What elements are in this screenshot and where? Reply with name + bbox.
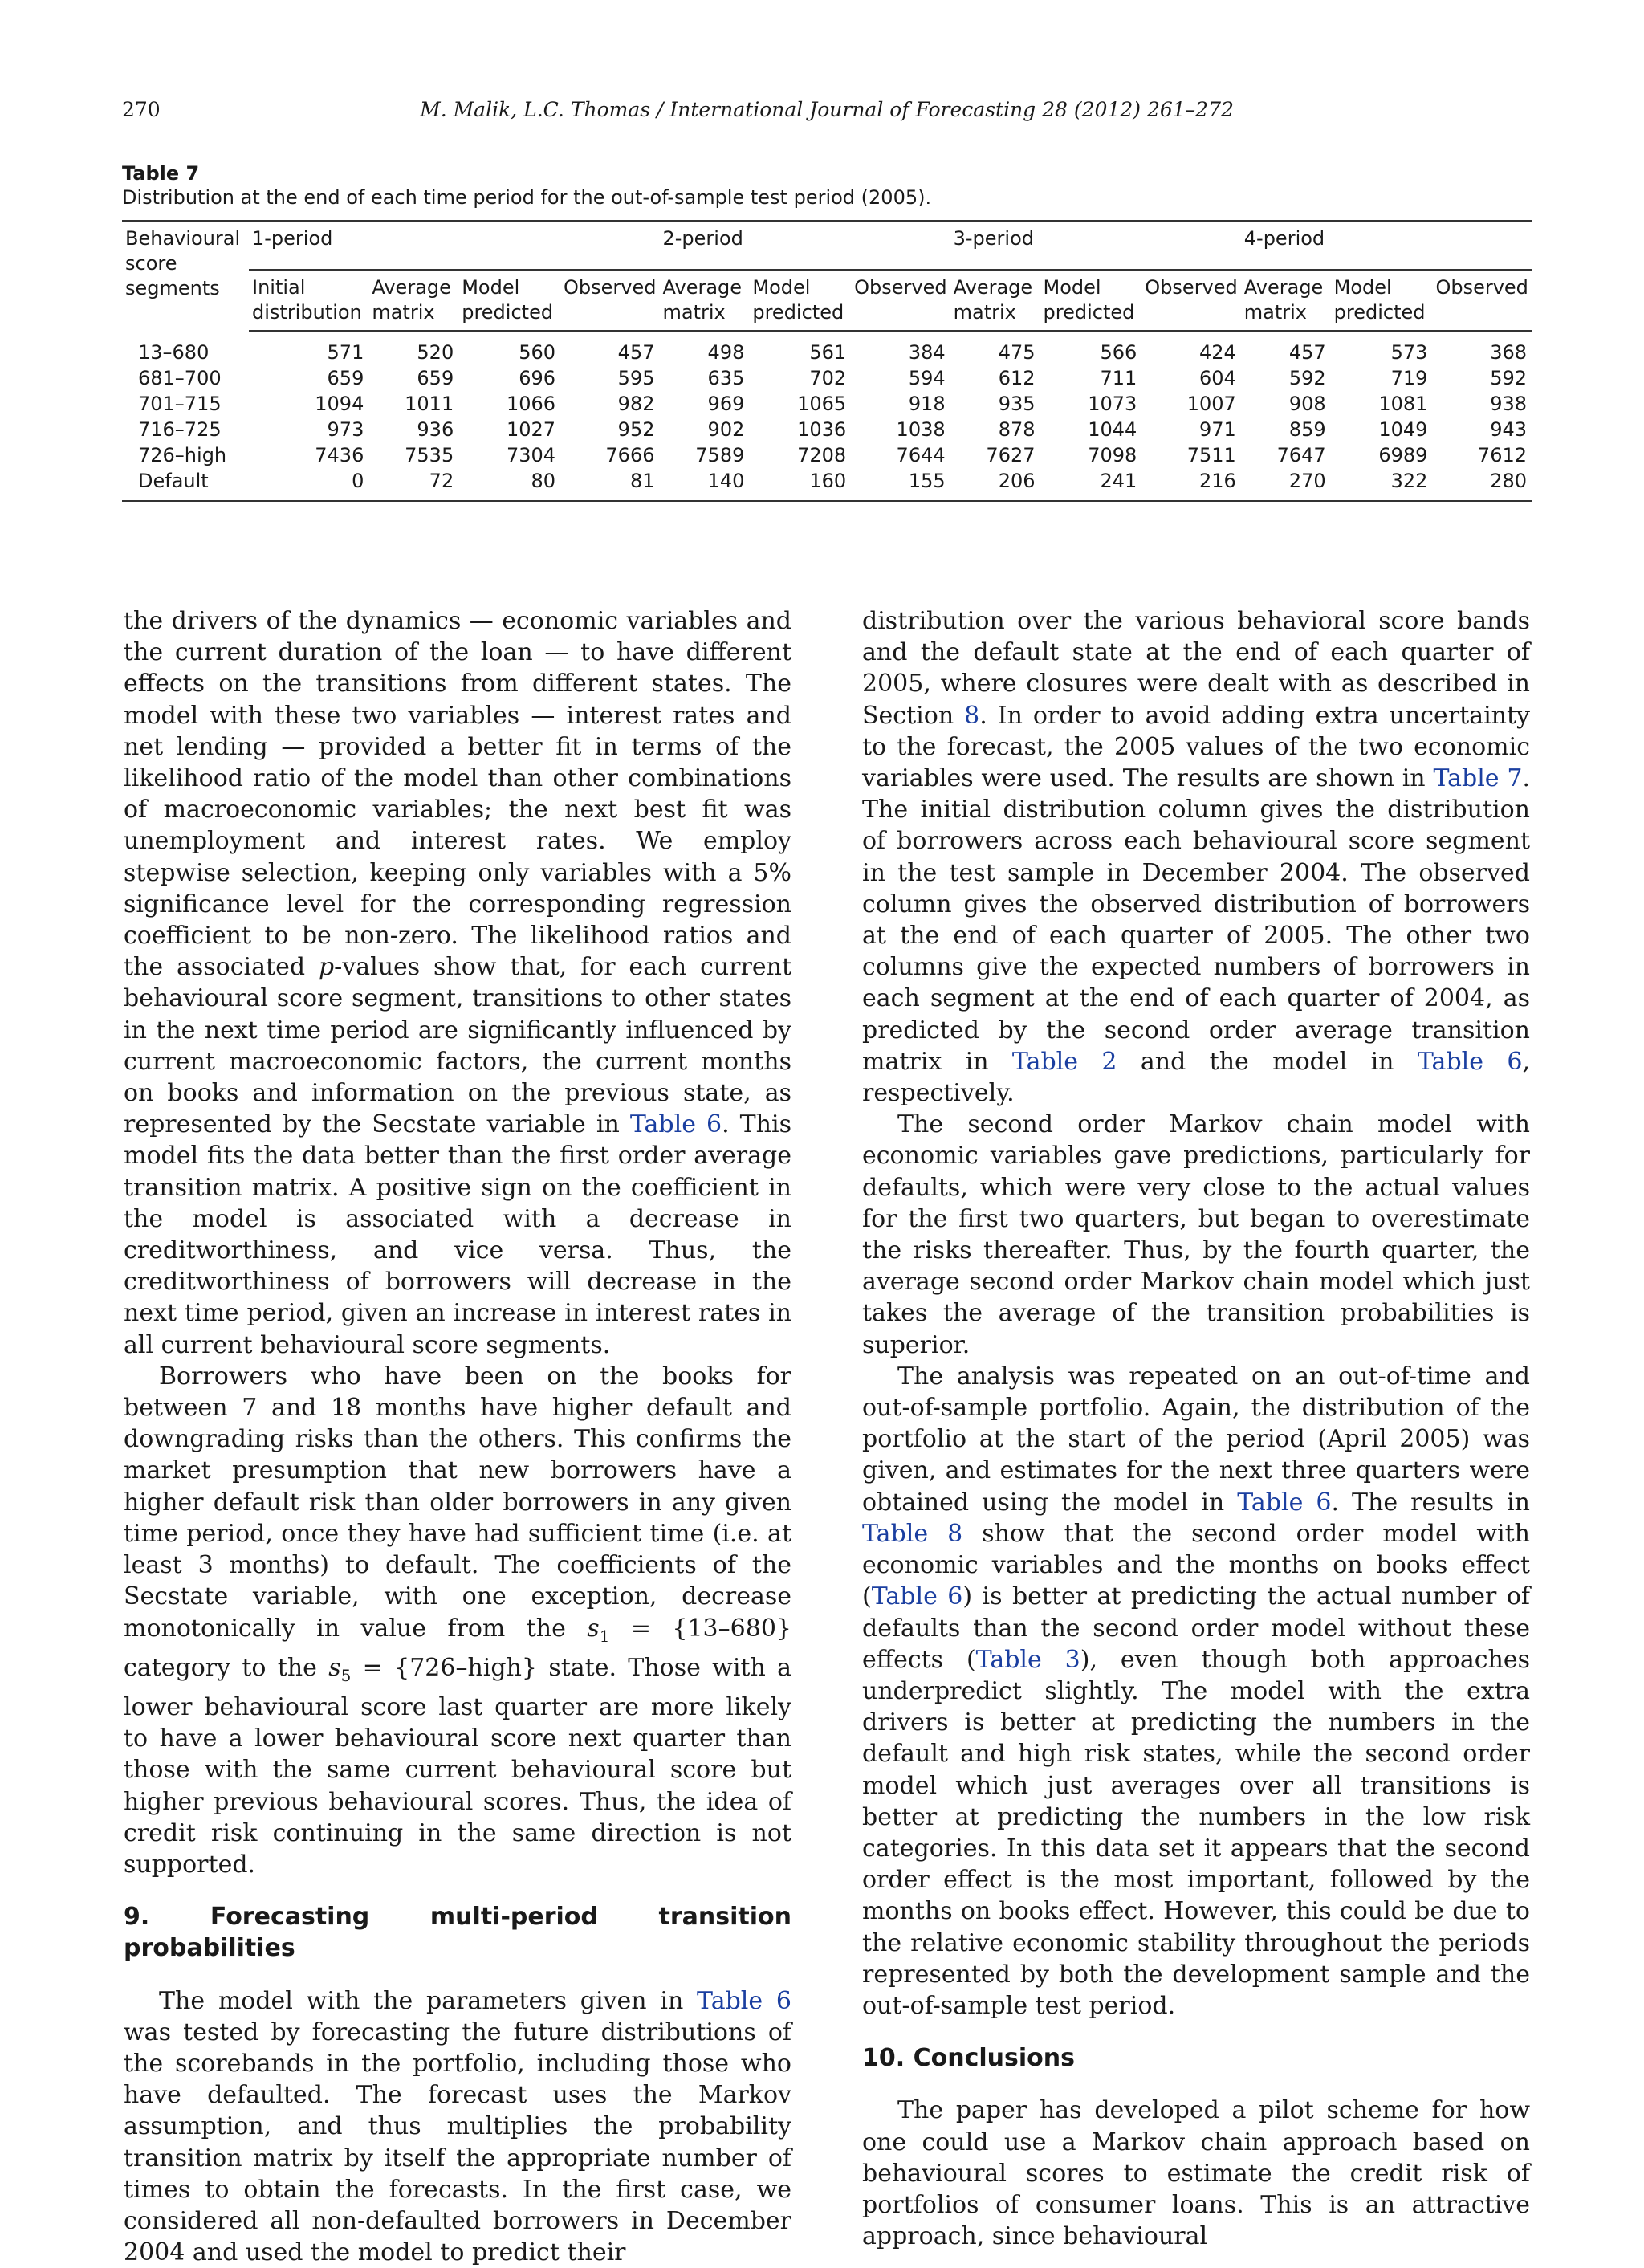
table-cell: 1038	[896, 418, 946, 441]
text-run: . The initial distribution column gives the distribution of borrowers across each behavioural score segment in the test sample in December 2004. The observed column gives the observed distribution of borrowers at the end of each quarter of 2005. The other two columns give the expected numbers of borrowers in each segment at the end of each quarter of 2004, as predicted by the second order average transition matrix in	[862, 764, 1530, 1076]
row-label: 716–725	[138, 418, 222, 441]
row-label: 13–680	[138, 340, 210, 364]
table-6-link[interactable]: Table 6	[1417, 1047, 1523, 1076]
table-cell: 241	[1100, 470, 1137, 492]
table-cell: 561	[809, 341, 847, 364]
section-10-heading: 10. Conclusions	[862, 2044, 1075, 2073]
table-row	[122, 442, 1532, 468]
table-cell: 280	[1490, 470, 1527, 492]
text-run: . The results in	[1331, 1488, 1530, 1517]
table-cell: 573	[1390, 341, 1428, 364]
table-cell: 0	[352, 470, 364, 492]
table-cell: 1065	[797, 393, 847, 415]
table-cell: 7647	[1276, 444, 1326, 466]
table-cell: 908	[1288, 393, 1326, 415]
text-run: The model with the parameters given in	[159, 1986, 698, 2015]
table-cell: 566	[1100, 341, 1137, 364]
table-cell: 696	[519, 367, 556, 389]
table-row	[122, 468, 1532, 501]
table-cell: 424	[1198, 341, 1236, 364]
table-cell: 943	[1490, 418, 1527, 441]
table-body	[122, 331, 1532, 501]
text-run: the drivers of the dynamics — economic variables and the current duration of the loan — to have different effects on the transitions from different states. The model with these two variables — interest rates and net lending — provided a better fit in terms of the likelihood ratio of the model than other combinations of macroeconomic variables; the next best fit was unemployment and interest rates. We employ stepwise selection, keeping only variables with a 5% significance level for the corresponding regression coefficient to be non-zero. The likelihood ratios and the associated	[124, 607, 791, 982]
table-3-link[interactable]: Table 3	[975, 1645, 1080, 1674]
col-header: Observed	[1141, 270, 1240, 331]
table-cell: 1007	[1186, 393, 1236, 415]
table-cell: 1081	[1378, 393, 1428, 415]
table-cell: 702	[809, 367, 847, 389]
row-label: Default	[138, 470, 209, 492]
table-group-header	[122, 221, 1532, 270]
table-cell: 7589	[695, 444, 745, 466]
col-header: Model predicted	[749, 270, 851, 331]
col-header: Observed	[1432, 270, 1532, 331]
table-cell: 971	[1198, 418, 1236, 441]
table-cell: 719	[1390, 367, 1428, 389]
col-header: Average matrix	[1241, 270, 1331, 331]
table-cell: 936	[417, 418, 454, 441]
text-run: , respectively.	[862, 1047, 1530, 1108]
table-cell: 7098	[1088, 444, 1137, 466]
table-cell: 140	[707, 470, 745, 492]
row-header: Behavioural score segments	[125, 227, 241, 299]
table-sub-header	[122, 270, 1532, 331]
math-sub: 5	[340, 1665, 352, 1685]
paragraph: The paper has developed a pilot scheme for how one could use a Markov chain approach based on behavioural scores to estimate the credit risk of portfolios of consumer loans. This is an attractive approach, since behavioural	[862, 2096, 1530, 2251]
table-cell: 206	[998, 470, 1036, 492]
table-cell: 81	[629, 470, 655, 492]
table-cell: 7612	[1477, 444, 1527, 466]
text-run: -values show that, for each current behavioural score segment, transitions to other states in the next time period are significantly influenced by current macroeconomic factors, the current months on books and information on the previous state, as represented by the Secstate variable in	[124, 953, 791, 1139]
table-row	[122, 391, 1532, 417]
table-cell: 520	[417, 341, 454, 364]
text-run: show that the second order model with economic variables and the months on books effect (	[862, 1519, 1530, 1611]
col-header: Average matrix	[950, 270, 1040, 331]
table-cell: 1049	[1378, 418, 1428, 441]
text-run: distribution over the various behavioral score bands and the default state at the end of each quarter of 2005, where closures were dealt with as described in Section	[862, 607, 1530, 730]
row-label: 701–715	[138, 393, 222, 415]
table-cell: 1073	[1088, 393, 1137, 415]
section-9-heading: 9. Forecasting multi-period transition probabilities	[124, 1903, 791, 1963]
text-run: = {726–high}	[351, 1653, 538, 1682]
table-6-link[interactable]: Table 6	[871, 1582, 963, 1611]
table-cell: 659	[417, 367, 454, 389]
group-3-period: 3-period	[953, 227, 1035, 250]
group-4-period: 4-period	[1243, 227, 1325, 250]
table-cell: 80	[531, 470, 556, 492]
text-run: ), even though both approaches underpredict slightly. The model with the extra drivers is better at predicting the numbers in the default and high risk states, while the second order model which just averages over all transitions is better at predicting the numbers in the low risk categories. In this data set it appears that the second order effect is the most important, followed by the months on books effect. However, this could be due to the relative economic stability throughout the periods represented by both the development sample and the out-of-sample test period.	[862, 1645, 1530, 2020]
col-header: Model predicted	[1040, 270, 1142, 331]
paragraph: The second order Markov chain model with economic variables gave predictions, particularly for defaults, which were very close to the actual values for the first two quarters, but began to overestimate the risks thereafter. Thus, by the fourth quarter, the average second order Markov chain model which just takes the average of the transition probabilities is superior.	[862, 1110, 1530, 1359]
table-cell: 595	[617, 367, 655, 389]
table-cell: 7511	[1186, 444, 1236, 466]
table-cell: 7208	[797, 444, 847, 466]
table-cell: 1036	[797, 418, 847, 441]
col-header: Initial distribution	[249, 270, 368, 331]
table-6-link[interactable]: Table 6	[697, 1986, 791, 2015]
table-8-link[interactable]: Table 8	[862, 1519, 963, 1548]
group-1-period: 1-period	[252, 227, 333, 250]
text-run: was tested by forecasting the future distributions of the scorebands in the portfolio, including those who have defaulted. The forecast uses the Markov assumption, and thus multiplies the probability transition matrix by itself the appropriate number of times to obtain the forecasts. In the first case, we considered all non-defaulted borrowers in December 2004 and used the model to predict their	[124, 2018, 791, 2267]
table-cell: 973	[327, 418, 364, 441]
row-label: 681–700	[138, 367, 222, 389]
table-7	[122, 162, 1532, 502]
table-cell: 216	[1198, 470, 1236, 492]
table-cell: 457	[617, 341, 655, 364]
table-cell: 918	[908, 393, 946, 415]
table-cell: 155	[908, 470, 946, 492]
col-header: Model predicted	[1331, 270, 1433, 331]
table-2-link[interactable]: Table 2	[1011, 1047, 1117, 1076]
table-cell: 1044	[1088, 418, 1137, 441]
col-header: Observed	[851, 270, 950, 331]
table-cell: 938	[1490, 393, 1527, 415]
table-cell: 592	[1490, 367, 1527, 389]
table-6-link[interactable]: Table 6	[1237, 1488, 1332, 1517]
table-cell: 982	[617, 393, 655, 415]
table-cell: 270	[1288, 470, 1326, 492]
row-label: 726–high	[138, 444, 227, 466]
col-header: Observed	[560, 270, 659, 331]
table-row	[122, 331, 1532, 365]
col-header: Average matrix	[659, 270, 749, 331]
table-7-link[interactable]: Table 7	[1433, 764, 1523, 793]
table-cell: 72	[429, 470, 454, 492]
table-cell: 322	[1390, 470, 1428, 492]
table-cell: 635	[707, 367, 745, 389]
page-number: 270	[122, 98, 161, 121]
left-column	[124, 605, 791, 2268]
math-s1: s	[587, 1614, 600, 1643]
right-column	[862, 605, 1530, 2252]
paragraph	[124, 1985, 791, 2268]
table-cell: 935	[998, 393, 1036, 415]
running-head: M. Malik, L.C. Thomas / International Journal of Forecasting 28 (2012) 261–272	[420, 98, 1234, 121]
paragraph	[124, 1361, 791, 1880]
table-cell: 6989	[1378, 444, 1428, 466]
text-run: state. Those with a lower behavioural score last quarter are more likely to have a lower behavioural score next quarter than those with the same current behavioural score but higher previous behavioural scores. Thus, the idea of credit risk continuing in the same direction is not supported.	[124, 1653, 792, 1879]
table-row	[122, 417, 1532, 442]
table-cell: 604	[1198, 367, 1236, 389]
group-2-period: 2-period	[662, 227, 743, 250]
table-cell: 160	[809, 470, 847, 492]
table-cell: 1011	[405, 393, 454, 415]
text-run: . In order to avoid adding extra uncertainty to the forecast, the 2005 values of the two economic variables were used. The results are shown in	[862, 701, 1530, 793]
math-p: p	[318, 953, 335, 982]
text-run: . This model fits the data better than the first order average transition matrix. A positive sign on the coefficient in the model is associated with a decrease in creditworthiness, and vice versa. Thus, the creditworthiness of borrowers will decrease in the next time period, given an increase in interest rates in all current behavioural score segments.	[124, 1110, 791, 1359]
table-cell: 560	[519, 341, 556, 364]
table-label: Table 7	[122, 162, 200, 185]
table-cell: 594	[908, 367, 946, 389]
table-cell: 498	[707, 341, 745, 364]
table-cell: 7644	[896, 444, 946, 466]
table-cell: 612	[998, 367, 1036, 389]
paragraph	[862, 1361, 1530, 2022]
math-s5: s	[328, 1653, 341, 1682]
table-caption: Distribution at the end of each time period for the out-of-sample test period (2005).	[122, 186, 932, 209]
text-run: Borrowers who have been on the books for between 7 and 18 months have higher default and downgrading risks than the others. This confirms the market presumption that new borrowers have a higher default risk than older borrowers in any given time period, once they have had sufficient time (i.e. at least 3 months) to default. The coefficients of the Secstate variable, with one exception, decrease monotonically in value from the	[124, 1362, 791, 1643]
table-cell: 7666	[605, 444, 655, 466]
table-cell: 592	[1288, 367, 1326, 389]
table-cell: 368	[1490, 341, 1527, 364]
table-cell: 1066	[506, 393, 556, 415]
paragraph	[862, 605, 1530, 1109]
distribution-table	[122, 220, 1532, 502]
table-cell: 384	[908, 341, 946, 364]
table-6-link[interactable]: Table 6	[629, 1110, 722, 1139]
text-run: = {13–680} category to the	[124, 1614, 791, 1682]
table-cell: 659	[327, 367, 364, 389]
page-header	[122, 98, 1532, 130]
col-header: Average matrix	[368, 270, 458, 331]
table-cell: 859	[1288, 418, 1326, 441]
math-sub: 1	[599, 1626, 610, 1646]
table-cell: 457	[1288, 341, 1326, 364]
table-cell: 7627	[986, 444, 1036, 466]
col-header: Model predicted	[458, 270, 560, 331]
table-cell: 475	[998, 341, 1036, 364]
table-cell: 902	[707, 418, 745, 441]
section-8-link[interactable]: 8	[964, 701, 980, 730]
table-cell: 1094	[315, 393, 364, 415]
table-row	[122, 365, 1532, 391]
paragraph	[124, 605, 791, 1361]
table-cell: 952	[617, 418, 655, 441]
text-run: and the model in	[1117, 1047, 1418, 1076]
text-run: ) is better at predicting the actual number of defaults than the second order model without these effects (	[862, 1582, 1530, 1674]
table-cell: 571	[327, 341, 364, 364]
text-run: The analysis was repeated on an out-of-time and out-of-sample portfolio. Again, the distribution of the portfolio at the start of the period (April 2005) was given, and estimates for the next three quarters were obtained using the model in	[862, 1362, 1530, 1517]
table-cell: 7304	[506, 444, 556, 466]
table-cell: 7535	[405, 444, 454, 466]
table-cell: 711	[1100, 367, 1137, 389]
table-cell: 969	[707, 393, 745, 415]
table-cell: 1027	[506, 418, 556, 441]
table-cell: 7436	[315, 444, 364, 466]
table-cell: 878	[998, 418, 1036, 441]
